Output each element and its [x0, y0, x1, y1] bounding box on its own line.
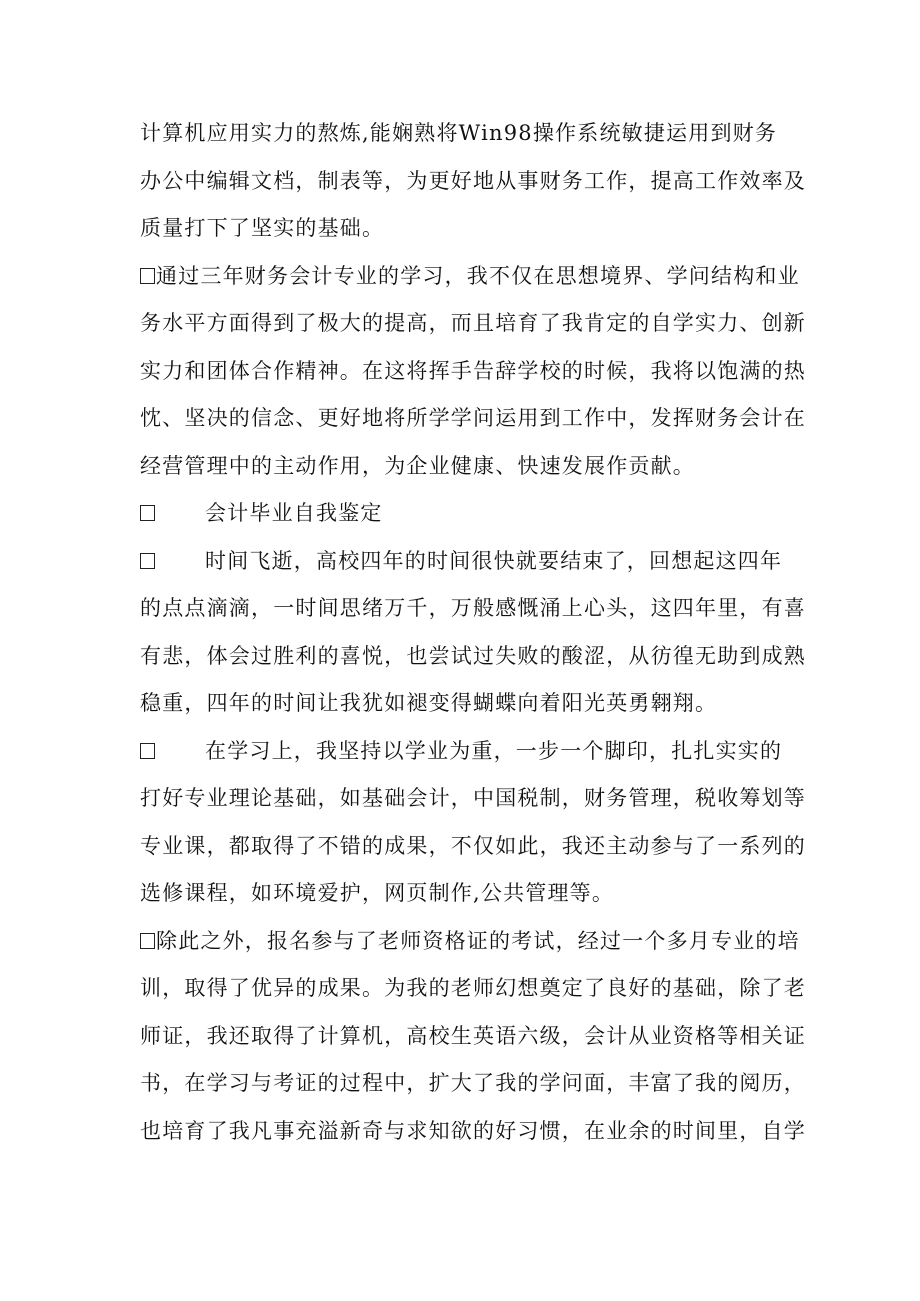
text-line — [140, 300, 806, 348]
line-text: 忱、坚决的信念、更好地将所学学问运用到工作中，发挥财务会计在 — [140, 406, 806, 430]
checkbox-placeholder-icon — [140, 743, 155, 759]
line-text: 有悲，体会过胜利的喜悦，也尝试过失败的酸涩，从彷徨无助到成熟 — [140, 643, 806, 668]
text-line — [140, 918, 800, 966]
line-text: 务水平方面得到了极大的提高，而且培育了我肯定的自学实力、创新 — [140, 311, 806, 335]
line-text: 师证，我还取得了计算机，高校生英语六级，会计从业资格等相关证 — [140, 1023, 806, 1048]
text-line — [140, 870, 800, 918]
text-line — [140, 205, 800, 253]
line-text: 打好专业理论基础，如基础会计，中国税制，财务管理，税收筹划等 — [140, 786, 806, 810]
line-text: 通过三年财务会计专业的学习，我不仅在思想境界、学问结构和业 — [156, 263, 800, 288]
line-text: 经营管理中的主动作用，为企业健康、快速发展作贡献。 — [140, 453, 695, 478]
text-line — [140, 680, 800, 728]
checkbox-placeholder-icon — [140, 933, 155, 949]
text-line — [140, 1108, 806, 1156]
text-line — [140, 538, 800, 586]
text-line — [140, 1013, 806, 1061]
text-line — [140, 633, 806, 681]
line-text: 也培育了我凡事充溢新奇与求知欲的好习惯，在业余的时间里，自学 — [140, 1118, 806, 1143]
text-line — [140, 253, 800, 301]
line-text: 选修课程，如环境爱护，网页制作,公共管理等。 — [140, 881, 615, 905]
line-text: 时间飞逝，高校四年的时间很快就要结束了，回想起这四年 — [205, 548, 783, 573]
text-line — [140, 728, 800, 776]
text-line — [140, 1060, 806, 1108]
line-text: 质量打下了坚实的基础。 — [140, 216, 385, 240]
text-line — [140, 775, 806, 823]
line-text: 专业课，都取得了不错的成果，不仅如此，我还主动参与了一系列的 — [140, 833, 806, 858]
text-line — [140, 585, 806, 633]
line-text: 会计毕业自我鉴定 — [205, 501, 383, 525]
document-body — [140, 110, 806, 1155]
text-line — [140, 823, 806, 871]
line-text: 的点点滴滴，一时间思绪万千，万般感慨涌上心头，这四年里，有喜 — [140, 596, 806, 620]
text-line — [140, 490, 800, 538]
checkbox-placeholder-icon — [140, 505, 155, 521]
line-text: 办公中编辑文档，制表等，为更好地从事财务工作，提高工作效率及 — [140, 168, 806, 193]
line-text: 训，取得了优异的成果。为我的老师幻想奠定了良好的基础，除了老 — [140, 976, 806, 1000]
line-text: 在学习上，我坚持以学业为重，一步一个脚印，扎扎实实的 — [205, 738, 783, 763]
checkbox-placeholder-icon — [140, 268, 155, 284]
text-line — [140, 110, 800, 158]
text-line — [140, 395, 806, 443]
line-text: 书，在学习与考证的过程中，扩大了我的学问面，丰富了我的阅历， — [140, 1071, 806, 1095]
text-line — [140, 158, 806, 206]
checkbox-placeholder-icon — [140, 553, 155, 569]
line-text: 除此之外，报名参与了老师资格证的考试，经过一个多月专业的培 — [156, 928, 800, 953]
text-line — [140, 443, 800, 491]
line-text: 实力和团体合作精神。在这将挥手告辞学校的时候，我将以饱满的热 — [140, 358, 806, 383]
line-text: 计算机应用实力的熬炼,能娴熟将Win98操作系统敏捷运用到财务 — [140, 121, 778, 145]
line-text: 稳重，四年的时间让我犹如褪变得蝴蝶向着阳光英勇翱翔。 — [140, 691, 718, 715]
text-line — [140, 965, 806, 1013]
text-line — [140, 348, 806, 396]
